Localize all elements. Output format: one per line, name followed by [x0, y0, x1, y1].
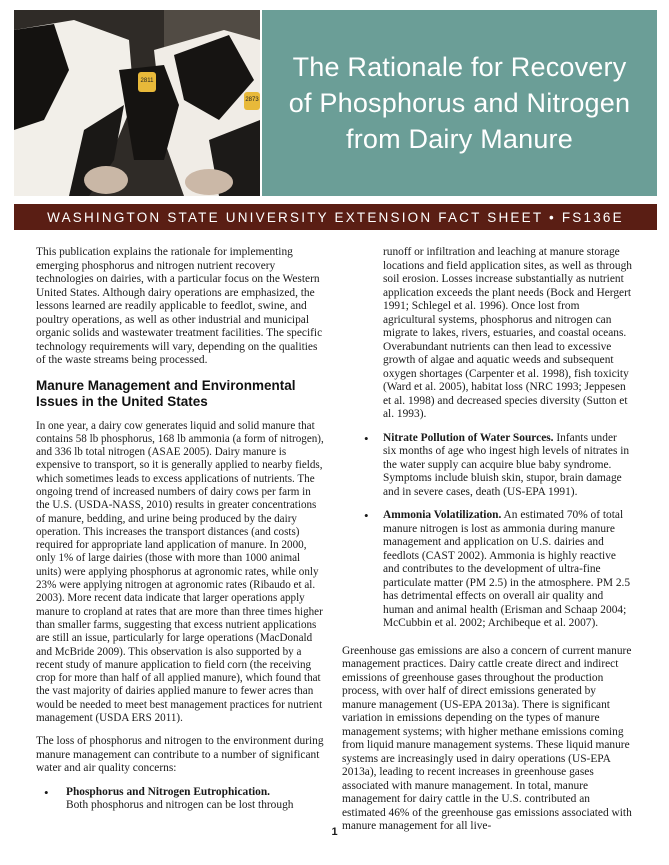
bullet-title: Phosphorus and Nitrogen Eutrophication.: [66, 785, 271, 798]
bullet-item: [36, 786, 326, 813]
bullet-dot-icon: •: [44, 784, 49, 800]
cow-illustration: [14, 10, 260, 196]
bullet-text: Both phosphorus and nitrogen can be lost through: [66, 799, 294, 812]
bullet-text: Infants under six months of age who ingest high levels of nitrates in the water supply can acquire blue baby syndrome. Symptoms include bluish skin, stupor, brain damage and in severe cases, death (US-EPA 1991).: [383, 431, 630, 498]
right-column: [342, 246, 632, 844]
bullet-dot-icon: •: [364, 430, 369, 446]
ear-tag-label: 2811: [140, 78, 154, 84]
body-paragraph: Greenhouse gas emissions are also a concern of current manure management practices. Dairy cattle create direct and indirect emissions of greenhouse gases throughout the production process, with over half of direct emissions generated by manure management (US-EPA 2013a). There is significant variation in emissions depending on the types of manure management systems; with higher methane emissions coming from liquid manure management systems. These liquid manure systems are increasingly used in dairy operations (US-EPA 2013a), leading to recent increases in greenhouse gases associated with manure management. In total, manure management for dairy cattle in the U.S. contributed an estimated 46% of the greenhouse gas emissions associated with manure management for all live-: [342, 644, 632, 832]
bullet-item: [342, 509, 632, 631]
body-paragraph: runoff or infiltration and leaching at manure storage locations and field application sites, as well as through soil erosion. Losses increase substantially as nutrient application exceeds the plant needs (Bock and Hergert 1991; Schlegel et al. 1996). Once lost from agricultural systems, phosphorus and nitrogen can migrate to lakes, rivers, estuaries, and coastal oceans. Overabundant nutrients can then lead to excessive growth of algae and aquatic weeds and subsequent oxygen shortages (Carpenter et al. 1998), fish toxicity (Ward et al. 2005), habitat loss (NRC 1993; Jeppesen et al. 1998) and decreased species diversity (Sutton et al. 1993).: [383, 246, 632, 420]
bullet-title: Nitrate Pollution of Water Sources.: [383, 431, 554, 444]
title-line: The Rationale for Recovery: [292, 52, 627, 82]
bullet-dot-icon: •: [364, 508, 369, 523]
section-heading: Manure Management and Environmental Issues in the United States: [36, 377, 296, 409]
intro-paragraph: This publication explains the rationale for implementing emerging phosphorus and nitrogen nutrient recovery technologies on dairies, with a particular focus on the Western United States. Although dairy operations are emphasized, the lessons learned are readily applicable to feedlot, swine, and poultry operations, as well as other industrial and municipal organic solids and wastewater treatment facilities. The specific technology requirements will vary, depending on the qualities of the waste streams being processed.: [36, 246, 323, 366]
page-title: [289, 49, 630, 157]
bullet-item: [342, 432, 632, 500]
fact-sheet-banner: WASHINGTON STATE UNIVERSITY EXTENSION FACT SHEET • FS136E: [14, 204, 657, 230]
body-paragraph: In one year, a dairy cow generates liquid and solid manure that contains 58 lb phosphorus, 168 lb ammonia (a form of nitrogen), and 336 lb total nitrogen (ASAE 2005). Dairy manure is expensive to transport, so it is generally applied to nearby fields, which sometimes leads to excess applications of nutrients. The ongoing trend of increased numbers of dairy cows per farm in the U.S. (USDA-NASS, 2010) results in greater concentrations of manure, bedding, and urine being produced by the dairy operation. This increases the transport distances (and costs) required for appropriate land application of manure. In 2000, only 1% of large dairies (those with more than 1000 animal units) were applying phosphorus at agronomic rates, while only 23% were applying nitrogen at agronomic rates (Ribaudo et al. 2003). More recent data indicate that larger operations apply manure to cropland at rates that are more than three times higher than smaller farms, suggesting that excess nutrient applications are still an issue, particularly for large operations (MacDonald and McBride 2009). This observation is also supported by a recent study of manure application to field corn (the receiving crop for more than half of all applied manure), which found that the vast majority of dairies applied manure to fewer acres than would be needed to meet best management practices for nutrient management (USDA ERS 2011).: [36, 419, 324, 725]
title-line: from Dairy Manure: [346, 124, 573, 154]
body-paragraph: The loss of phosphorus and nitrogen to the environment during manure management can contribute to a number of significant water and air quality concerns:: [36, 735, 324, 775]
bullet-text: An estimated 70% of total manure nitrogen is lost as ammonia during manure management and application on U.S. dairies and feedlots (CAST 2002). Ammonia is highly reactive and contributes to the development of ultra-fine particulate matter (PM 2.5) in the atmosphere. PM 2.5 has detrimental effects on overall air quality and human and animal health (Erisman and Schaap 2004; McCubbin et al. 2002; Archibeque et al. 2007).: [383, 509, 631, 629]
left-column: [36, 246, 326, 813]
cover-photo-cows: [14, 10, 260, 196]
ear-tag-label: 2873: [245, 97, 259, 103]
bullet-title: Ammonia Volatilization.: [383, 509, 502, 521]
title-line: of Phosphorus and Nitrogen: [288, 88, 631, 118]
title-panel: [262, 10, 657, 196]
page-number: 1: [331, 826, 338, 838]
